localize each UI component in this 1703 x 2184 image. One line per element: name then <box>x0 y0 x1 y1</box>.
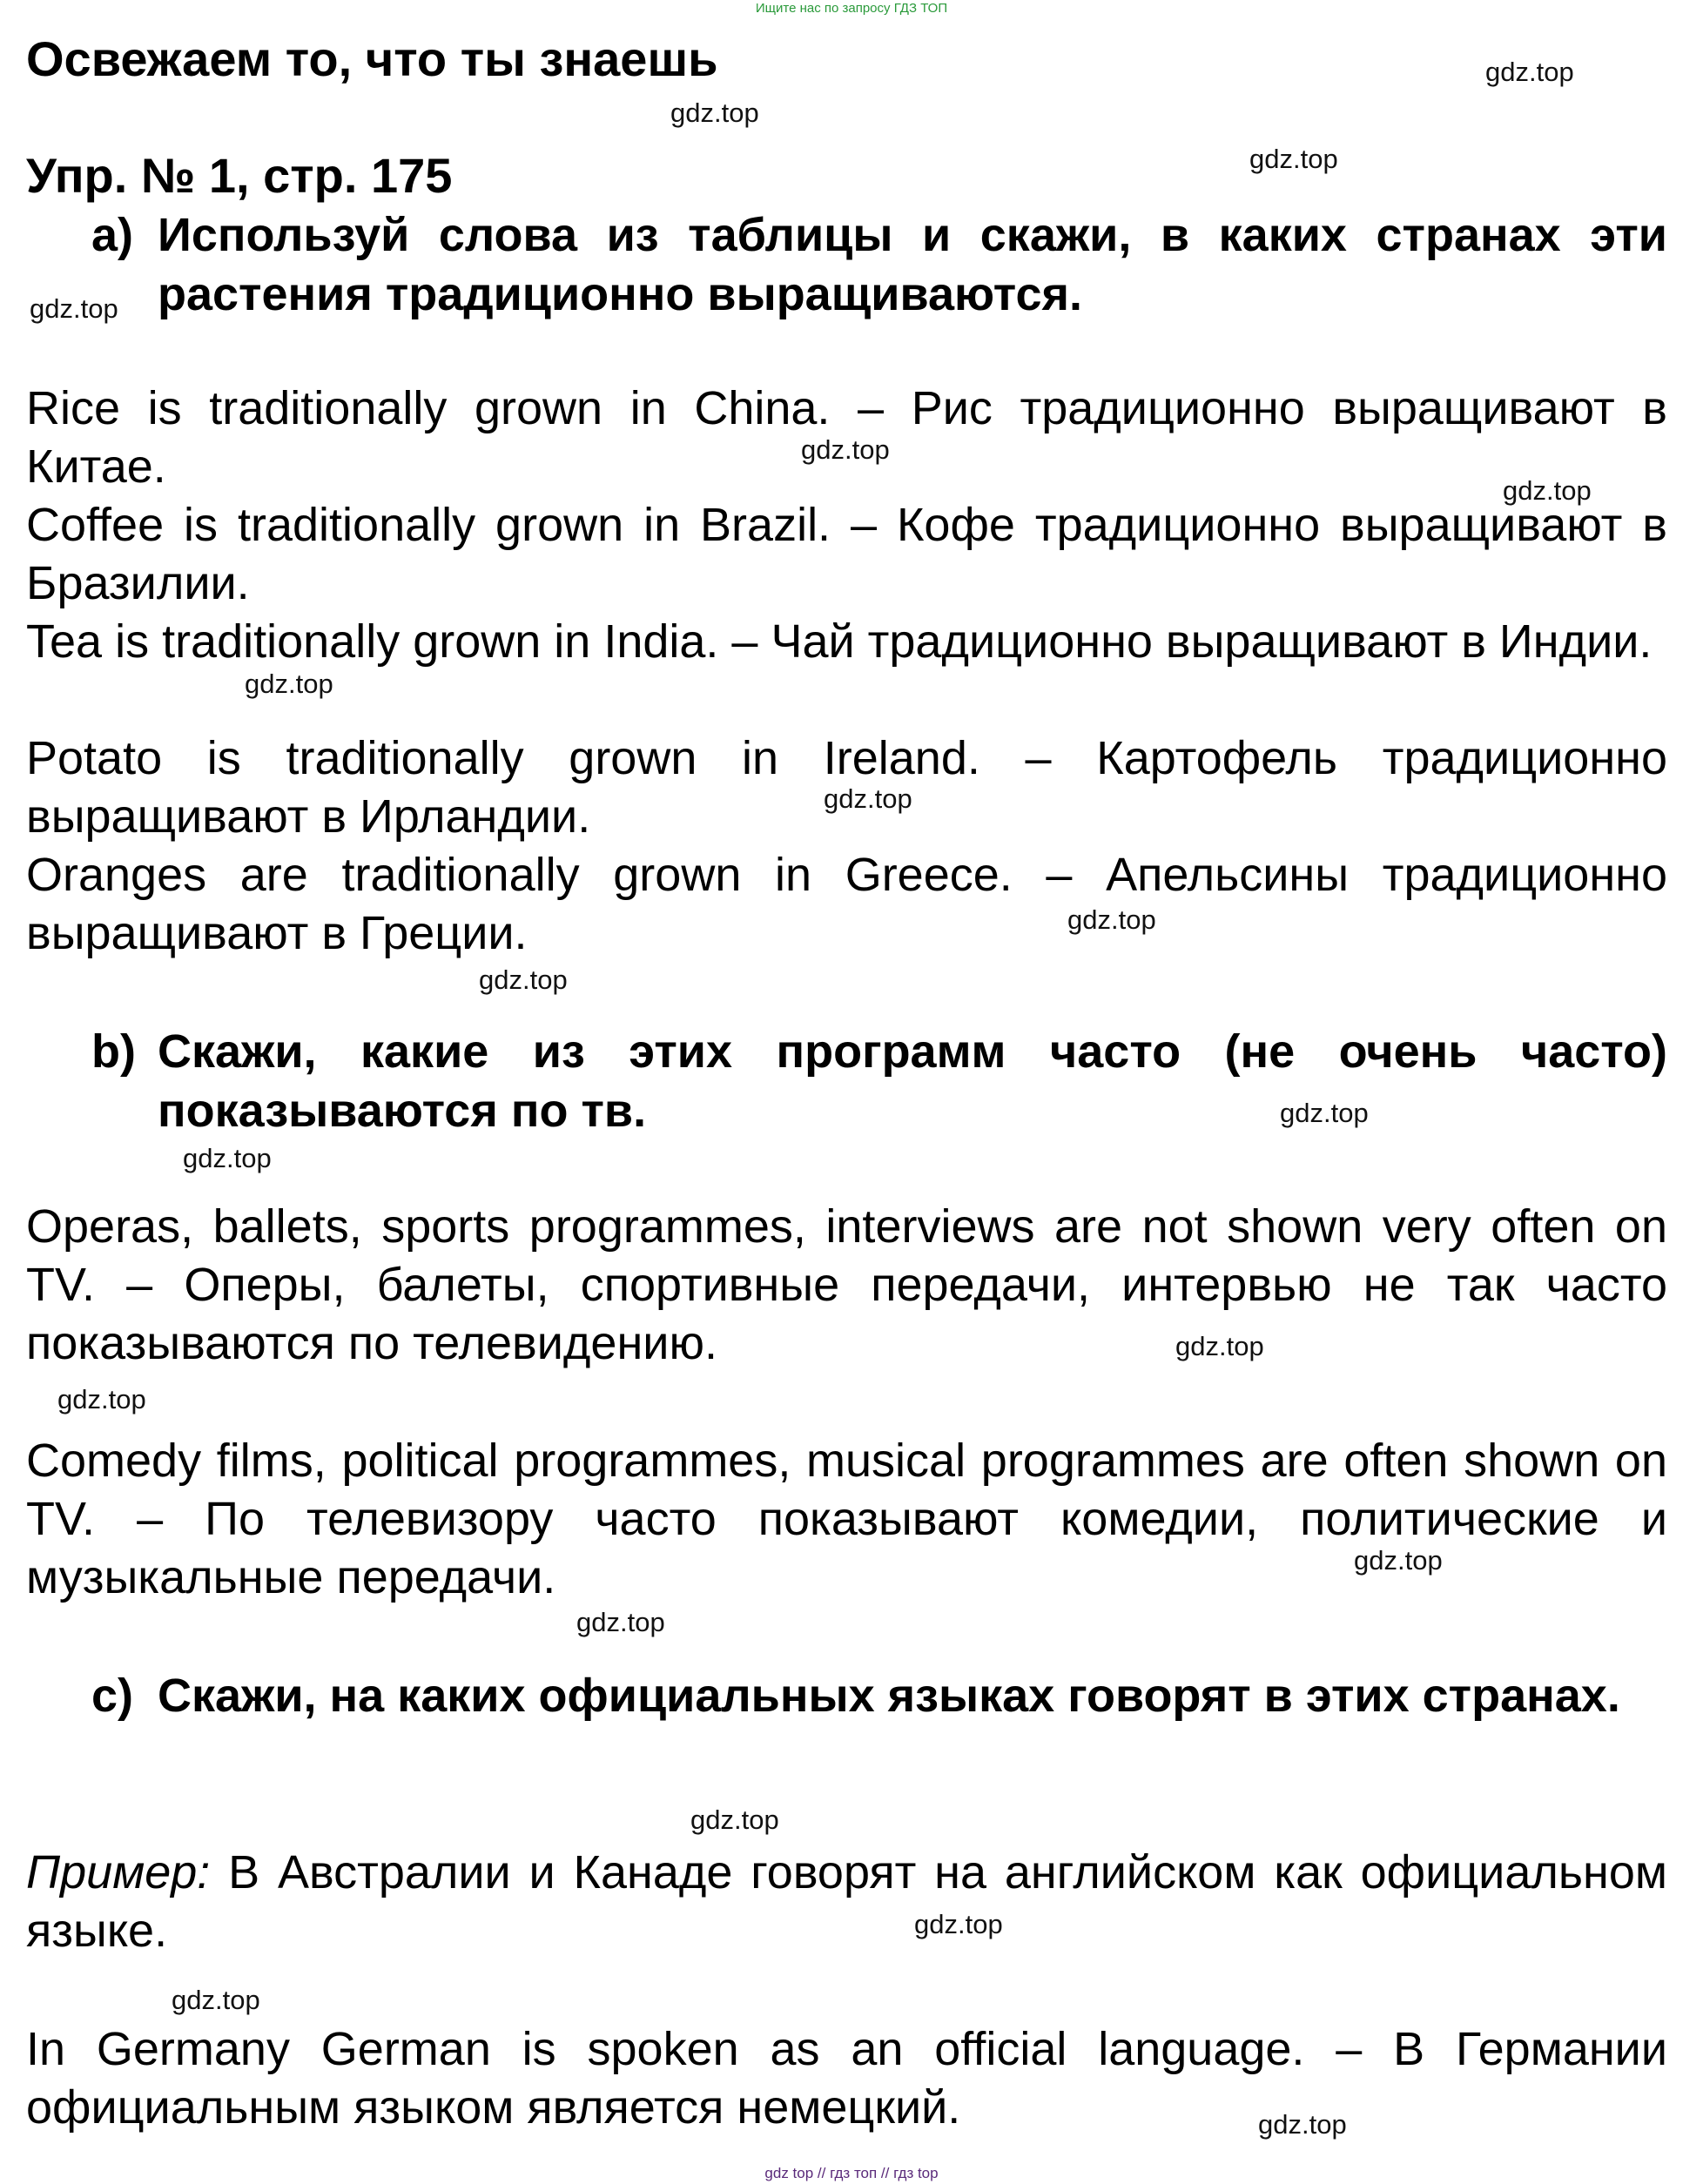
answer-c-1: In Germany German is spoken as an official language. – В Германии официальным языком является немецкий. <box>26 2023 1667 2134</box>
watermark: gdz.top <box>576 1607 665 1637</box>
answer-a-4: Potato is traditionally grown in Ireland. – Картофель традиционно выращивают в Ирландии. <box>26 732 1667 843</box>
example-text: В Австралии и Канаде говорят на английском как официальном языке. <box>26 1846 1667 1957</box>
exercise-title: Упр. № 1, стр. 175 <box>26 148 453 203</box>
answer-a-5: Oranges are traditionally grown in Greece. – Апельсины традиционно выращивают в Греции. <box>26 849 1667 959</box>
watermark: gdz.top <box>1067 904 1156 935</box>
watermark: gdz.top <box>30 293 118 324</box>
answer-b-1: Operas, ballets, sports programmes, interviews are not shown very often on TV. – Оперы, балеты, спортивные передачи, интервью не так часто показываются по телевидению. <box>26 1200 1667 1369</box>
watermark: gdz.top <box>172 1985 260 2015</box>
task-b <box>91 1022 1667 1140</box>
task-b-label: b) <box>91 1025 136 1078</box>
watermark: gdz.top <box>1280 1098 1369 1128</box>
watermark: gdz.top <box>1354 1545 1443 1576</box>
watermark: gdz.top <box>914 1909 1003 1939</box>
task-c <box>91 1666 1667 1725</box>
watermark: gdz.top <box>1258 2109 1347 2140</box>
task-c-label: c) <box>91 1670 134 1722</box>
watermark: gdz.top <box>1485 57 1574 87</box>
task-a-text: Используй слова из таблицы и скажи, в каких странах эти растения традиционно выращиваются. <box>158 209 1667 320</box>
page-title: Освежаем то, что ты знаешь <box>26 31 718 86</box>
task-b-text: Скажи, какие из этих программ часто (не очень часто) показываются по тв. <box>158 1025 1667 1137</box>
example-label: Пример: <box>26 1846 211 1898</box>
task-a <box>91 205 1667 324</box>
answer-a-3: Tea is traditionally grown in India. – Чай традиционно выращивают в Индии. <box>26 615 1653 668</box>
task-c-text: Скажи, на каких официальных языках говорят в этих странах. <box>158 1670 1620 1722</box>
example-paragraph <box>26 1844 1667 1960</box>
watermark: gdz.top <box>1249 144 1338 174</box>
watermark: gdz.top <box>245 669 333 699</box>
answer-a-1: Rice is traditionally grown in China. – Рис традиционно выращивают в Китае. <box>26 382 1667 493</box>
watermark: gdz.top <box>824 783 912 814</box>
answer-b-2: Comedy films, political programmes, musical programmes are often shown on TV. – По телевизору часто показывают комедии, политические и музыкальные передачи. <box>26 1435 1667 1603</box>
watermark: gdz.top <box>1175 1331 1264 1361</box>
watermark: gdz.top <box>57 1384 146 1415</box>
header-note: Ищите нас по запросу ГДЗ ТОП <box>755 1 948 16</box>
watermark: gdz.top <box>690 1804 779 1835</box>
watermark: gdz.top <box>183 1143 272 1173</box>
watermark: gdz.top <box>670 97 759 128</box>
task-a-label: a) <box>91 209 134 261</box>
watermark: gdz.top <box>479 964 568 995</box>
watermark: gdz.top <box>801 434 890 465</box>
answer-a-2: Coffee is traditionally grown in Brazil. – Кофе традиционно выращивают в Бразилии. <box>26 499 1667 609</box>
watermark: gdz.top <box>1503 475 1592 506</box>
footer-note: gdz top // гдз топ // гдз top <box>764 2165 939 2181</box>
